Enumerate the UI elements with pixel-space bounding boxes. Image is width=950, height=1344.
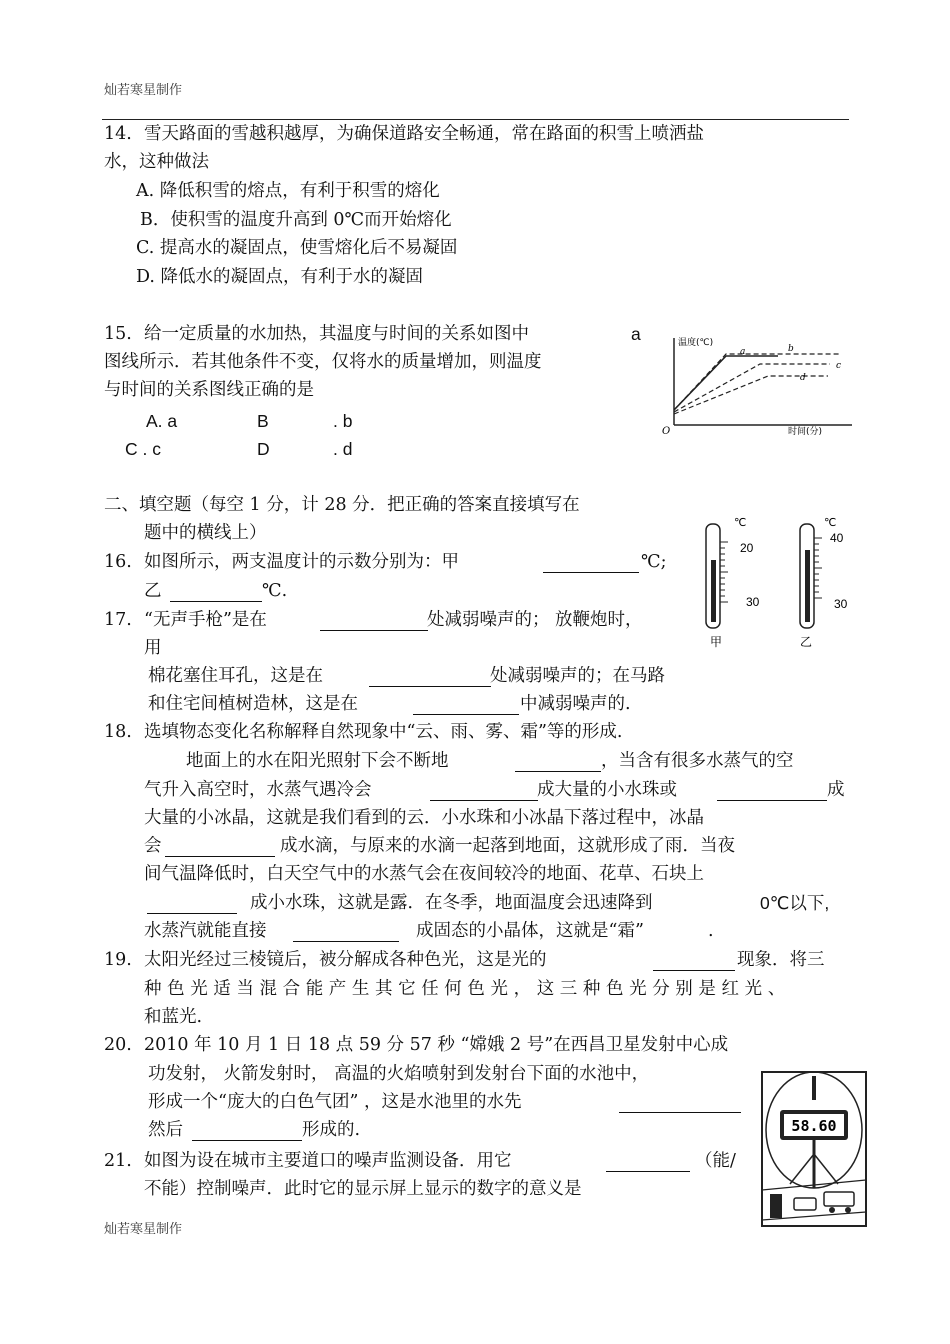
q17-line1b: 处减弱噪声的； 放鞭炮时， (427, 610, 643, 630)
thermo-left-unit: ℃ (734, 516, 747, 529)
q18-line8b: 成固态的小晶体，这就是“霜” (416, 921, 644, 941)
q16-stem: 如图所示，两支温度计的示数分别为：甲 (144, 552, 459, 572)
graph-ylabel: 温度(℃) (678, 338, 714, 348)
q18-line2a: 地面上的水在阳光照射下会不断地 (186, 751, 449, 771)
thermo-right-unit: ℃ (824, 516, 837, 529)
q15-stem-line3: 与时间的关系图线正确的是 (104, 380, 314, 400)
q18-line8c: . (708, 921, 714, 941)
q18-number: 18. (104, 722, 132, 742)
header-text: 灿若寒星制作 (104, 83, 183, 98)
q18-blank-6[interactable] (293, 925, 399, 942)
q16-unit-1: ℃; (641, 552, 667, 572)
q19-line2: 种色光适当混合能产生其它任何色光，这三种色光分别是红光、 (144, 979, 791, 999)
header-rule (102, 119, 849, 120)
q17-line3a: 棉花塞住耳孔，这是在 (148, 666, 323, 686)
q15-stem-line1-tail: a (631, 324, 641, 344)
q15-option-d-value: . d (333, 439, 353, 459)
q16-line2-prefix: 乙 (144, 581, 162, 601)
noise-monitor-figure (760, 1070, 870, 1230)
q18-line1: 选填物态变化名称解释自然现象中“云、雨、雾、霜”等的形成. (144, 722, 623, 742)
graph-label-d: d (800, 373, 806, 383)
q17-number: 17. (104, 610, 132, 630)
q21-line2: 不能）控制噪声．此时它的显示屏上显示的数字的意义是 (144, 1179, 582, 1199)
q20-line2: 功发射， 火箭发射时， 高温的火焰喷射到发射台下面的水池中， (148, 1064, 650, 1084)
footer-text: 灿若寒星制作 (104, 1222, 183, 1237)
q21-number: 21. (104, 1151, 132, 1171)
q18-blank-3[interactable] (717, 784, 827, 801)
section2-heading-line1: 二、填空题（每空 1 分，计 28 分．把正确的答案直接填写在 (104, 495, 580, 515)
q14-option-a: A. 降低积雪的熔点，有利于积雪的熔化 (136, 181, 440, 201)
q14-stem-line1: 雪天路面的雪越积越厚，为确保道路安全畅通，常在路面的积雪上喷洒盐 (144, 124, 704, 144)
q20-line1: 2010 年 10 月 1 日 18 点 59 分 57 秒 “嫦娥 2 号”在西昌卫星发射中心成 (144, 1035, 729, 1055)
q20-blank-2[interactable] (192, 1124, 302, 1141)
graph-curve-b (674, 354, 840, 410)
q14-option-c: C. 提高水的凝固点，使雪熔化后不易凝固 (136, 238, 458, 258)
q18-blank-4[interactable] (165, 840, 275, 857)
q20-blank-1[interactable] (619, 1096, 741, 1113)
q17-line4a: 和住宅间植树造林，这是在 (148, 694, 358, 714)
q18-blank-1[interactable] (515, 755, 601, 772)
q18-line2b: ，当含有很多水蒸气的空 (601, 751, 794, 771)
q19-line1b: 现象．将三 (737, 950, 825, 970)
q16-unit-2: ℃. (262, 581, 288, 601)
q21-line1b: （能/ (695, 1151, 736, 1171)
q14-option-b: B．使积雪的温度升高到 0℃而开始熔化 (140, 210, 452, 230)
q18-line4: 大量的小冰晶，这就是我们看到的云．小水珠和小冰晶下落过程中，冰晶 (144, 808, 704, 828)
q19-line1a: 太阳光经过三棱镜后，被分解成各种色光，这是光的 (144, 950, 547, 970)
thermometer-figure (690, 514, 870, 654)
thermo-right-tick-top: 40 (830, 531, 844, 545)
q18-line7b: 0℃以下, (760, 893, 830, 913)
q17-line2: 用 (144, 638, 162, 658)
q15-option-c: C . c (125, 439, 161, 459)
graph-label-b: b (788, 344, 794, 354)
q14-number: 14. (104, 124, 132, 144)
thermometer-right (800, 516, 848, 649)
q14-option-d: D. 降低水的凝固点，有利于水的凝固 (136, 267, 424, 287)
q18-blank-5[interactable] (147, 897, 237, 914)
q18-line5b: 成水滴，与原来的水滴一起落到地面，这就形成了雨．当夜 (280, 836, 735, 856)
q21-line1a: 如图为设在城市主要道口的噪声监测设备．用它 (144, 1151, 512, 1171)
q17-blank-1[interactable] (320, 614, 428, 631)
q15-option-d-letter: D (257, 439, 270, 459)
q15-number: 15. (104, 324, 132, 344)
q18-line3a: 气升入高空时，水蒸气遇冷会 (144, 780, 372, 800)
q15-option-a: A. a (146, 411, 178, 431)
thermo-right-label: 乙 (800, 635, 813, 649)
q14-stem-line2: 水，这种做法 (104, 152, 209, 172)
graph-origin: O (662, 426, 671, 435)
q15-stem-line1: 给一定质量的水加热，其温度与时间的关系如图中 (144, 324, 529, 344)
noise-display-value: 58.60 (791, 1117, 837, 1135)
q18-line3b: 成大量的小水珠或 (537, 780, 677, 800)
temperature-time-graph (660, 330, 860, 435)
q18-line8a: 水蒸汽就能直接 (144, 921, 267, 941)
q17-blank-2[interactable] (369, 670, 491, 687)
q18-blank-2[interactable] (430, 784, 538, 801)
thermo-left-tick-top: 20 (740, 541, 754, 555)
q17-line3b: 处减弱噪声的；在马路 (490, 666, 665, 686)
q18-line3c: 成 (827, 780, 845, 800)
q15-stem-line2: 图线所示．若其他条件不变，仅将水的质量增加，则温度 (104, 352, 542, 372)
q16-blank-1[interactable] (543, 556, 639, 573)
q19-number: 19. (104, 950, 132, 970)
section2-heading-line2: 题中的横线上） (144, 523, 267, 543)
q16-number: 16. (104, 552, 132, 572)
q18-line6: 间气温降低时，白天空气中的水蒸气会在夜间较冷的地面、花草、石块上 (144, 864, 704, 884)
q20-line4a: 然后 (148, 1120, 183, 1140)
graph-xlabel: 时间(分) (788, 427, 823, 435)
q21-blank-1[interactable] (606, 1155, 690, 1172)
q19-line3: 和蓝光. (144, 1007, 203, 1027)
graph-label-c: c (836, 361, 842, 371)
q17-blank-3[interactable] (413, 698, 519, 715)
q20-line4b: 形成的. (302, 1120, 361, 1140)
q18-line7a: 成小水珠，这就是露．在冬季，地面温度会迅速降到 (250, 893, 653, 913)
q18-line5a: 会 (144, 836, 162, 856)
thermo-left-tick-bottom: 30 (746, 595, 760, 609)
q19-blank-1[interactable] (653, 954, 735, 971)
q20-number: 20. (104, 1035, 132, 1055)
graph-label-a: a (740, 347, 746, 357)
thermo-right-tick-bottom: 30 (834, 597, 848, 611)
thermometer-left (706, 516, 760, 649)
q15-option-b-letter: B (257, 411, 269, 431)
q20-line3: 形成一个“庞大的白色气团” ，这是水池里的水先 (148, 1092, 522, 1112)
q17-line1a: “无声手枪”是在 (144, 610, 267, 630)
q17-line4b: 中减弱噪声的. (520, 694, 631, 714)
q15-option-b-value: . b (333, 411, 353, 431)
thermo-left-label: 甲 (710, 635, 723, 649)
q16-blank-2[interactable] (170, 585, 262, 602)
